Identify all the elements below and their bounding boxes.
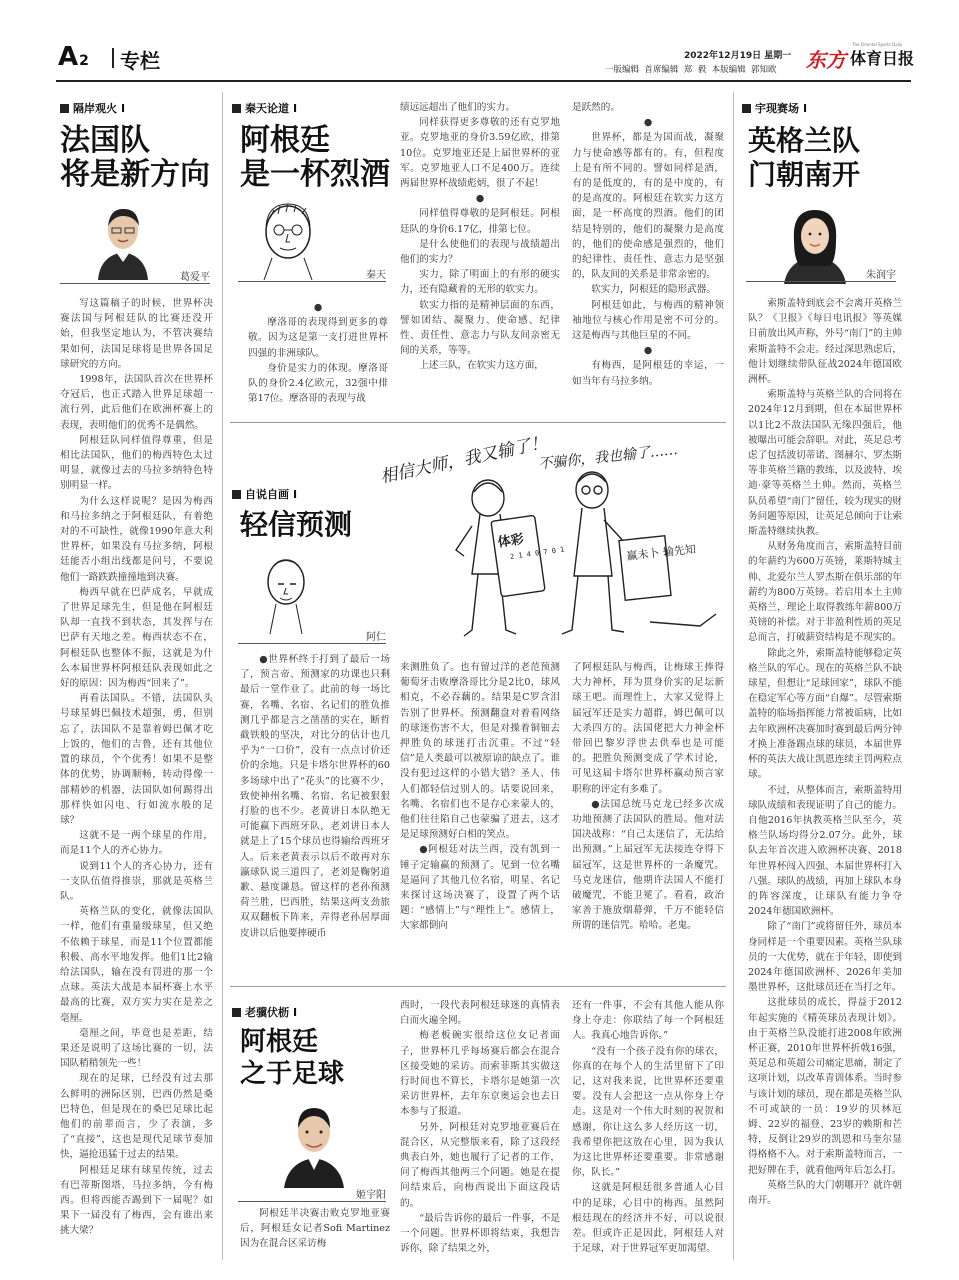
brand-mark: 东方 [806, 48, 846, 72]
header-divider [112, 48, 114, 68]
article-body [240, 652, 390, 982]
paragraph: 除了“南门”或将留任外，球员本身同样是一个重要因素。英格兰队球员的一大优势，就在于年轻，即使到2024年德国欧洲杯、2026年美加墨世界杯，这批球员还在当打之年。 [748, 921, 902, 994]
article-body [400, 660, 560, 982]
cartoon-speech-right: 不骗你，我也输了…… [537, 441, 679, 473]
page-number: A 2 [58, 42, 89, 72]
article-body [748, 296, 902, 1260]
paragraph: 阿根廷半决赛击败克罗地亚赛后，阿根廷女记者Sofi Martinez因为在混合区采访梅 [240, 1208, 390, 1250]
paragraph: 摩洛哥的表现得到更多的尊敬。因为这是第一支打进世界杯四强的非洲球队。 [248, 317, 388, 359]
paragraph: 绩远远超出了他们的实力。 [400, 102, 516, 113]
paragraph: 上述三队，在软实力这方面， [419, 360, 544, 372]
cartoon-sign-right: 赢未卜 输先知 [626, 542, 697, 563]
article-body [572, 100, 724, 416]
paragraph: 阿根廷足球有球星传统，过去有巴蒂斯图塔、马拉多纳，今有梅西。但将西能否踢到下一届呢？如果下一届没有了梅西，会有谁出来挑大梁？ [60, 1164, 213, 1237]
paragraph: 英格兰队的变化，就像法国队一样，他们有重量级球星，但又绝不依赖于球星，而是11个位置都能积极、高水平地发挥。他们1比2输给法国队，输在没有罚进的那一个点球。英法大战是本届杯赛上水平最高的比赛，双方实力实在是差之毫厘。 [60, 906, 213, 1024]
section-bullet: ● [313, 302, 323, 313]
header-date: 2022年12月19日 星期一 [684, 51, 792, 61]
paragraph: 了阿根廷队与梅西，让梅球王捧得大力神杯，拜为贯身价实的足坛新球王吧。而理性上，大家又觉得上届冠军还是实力超群，姆巴佩可以大杀四方的。法国佬把大力神金杯带回巴黎岁浮世去供奉也是可能的。把胜负预测变成了学术讨论，可见这届卡塔尔世界杯赢动预言家职称的评定有多难了。 [572, 662, 724, 795]
paragraph: “没有一个孩子没有你的球衣，你真的在每个人的生活里留下了印记，这对我来说，比世界杯还要重要。没有人会把这一点从你身上夺走。这是对一个伟大时刻的祝贺和感谢，你让这么多人经历这一切，我希望你把这放在心里，因为我认为这比世界杯还要重要。非常感谢你，队长。” [572, 1045, 724, 1179]
paragraph: 英格兰队的大门朝哪开？就许朝南开。 [748, 1179, 902, 1206]
article-body [572, 998, 724, 1264]
paragraph: ●法国总统马克龙已经多次成功地预测了法国队的胜局。他对法国决战称：“自己太迷信了，无法给出预测。”上届冠军无法接连夺得下届冠军，这是世界杯的一条魔咒。马克龙迷信，他期许法国人不能打破魔咒，不能卫冕了。看看，政治家善于施放烟幕弹，千万不能轻信所谓的迷信咒。哈哈。老鬼。 [572, 798, 724, 932]
paragraph: 软实力指的是精神层面的东西，譬如团结、凝聚力、使命感、纪律性、责任性、意志力与队友间亲密无间的关系，等等。 [400, 299, 560, 357]
column-divider [733, 92, 734, 1260]
header-rule [56, 80, 911, 82]
paragraph: 这就是阿根廷很多普通人心目中的足球，心目中的梅西。虽然阿根廷现在的经济并不好，可以说很差。但或许正是因此，阿根廷人对于足球，对于世界冠军更加渴望。 [572, 1182, 724, 1255]
paragraph: 说到11个人的齐心协力，还有一支队伍值得推崇，那就是英格兰队。 [60, 860, 213, 902]
column-label: 自说自画 I [232, 486, 297, 502]
column-label: 秦天论道 I [232, 100, 297, 116]
label-square-icon [742, 104, 751, 113]
label-square-icon [232, 490, 241, 499]
label-square-icon [232, 1008, 241, 1017]
paragraph: “最后告诉你的最后一件事，不是一个问题。世界杯即将结束，我想告诉你，除了结果之外， [400, 1212, 560, 1255]
paragraph: 是跃然的。 [572, 102, 620, 113]
headline: 阿根廷 是一杯烈酒 [240, 123, 390, 192]
header-editors: 一版编辑 首席编辑 郑 毅 本版编辑 郭知欧 [605, 65, 777, 75]
paragraph: 现在的足球，已经没有过去那么鲜明的洲际区别，巴西仍然是桑巴特色，但是现在的桑巴足球比起他们的前辈而言，少了表演，多了“直接”，这也是现代足球节奏加快，逼抢迅猛于过去的结果。 [60, 1073, 213, 1161]
paragraph: 再看法国队。不错，法国队头号球星姆巴佩技术超强，勇，但别忘了，法国队不是靠着姆巴佩才吃上饭的，他们的吉鲁，还有其他位置的球员，个个优秀！如果不是整体的优势，协调顺畅，转动得像一部精妙的机器，法国队如何踢得出那样快如闪电、行如流水般的足球？ [60, 693, 213, 826]
article-body [572, 660, 724, 982]
paragraph: 不过，从整体而言，索斯盖特用球队成绩和表现证明了自己的能力。自他2016年执教英格兰队至今，英格兰队场均得分2.07分。此外，球队去年首次进入欧洲杯决赛、2018年世界杯闯入四强、本届世界杯打入八强。球队的战绩，再加上球队本身的阵容深度，让球队有能力争夺2024年德国欧洲杯。 [748, 784, 902, 918]
section-rule [230, 986, 726, 987]
paragraph: 为什么这样说呢？是因为梅西和马拉多纳之于阿根廷队，有着绝对的不可缺性，就像1990年意大利世界杯，如果没有马拉多纳，阿根廷能否小组出线都是问号，不要说他们一路跌跌撞撞地到决赛。 [60, 495, 213, 583]
headline: 英格兰队 门朝南开 [748, 124, 861, 191]
article-body [400, 100, 560, 416]
column-divider [222, 92, 223, 1260]
paragraph: 另外，阿根廷对克罗地亚赛后在混合区，从完整版来看，除了这段经典表白外，她也履行了记者的工作，问了梅西其他两三个问题。她是在提问结束后，向梅西说出下面这段话的。 [400, 1121, 560, 1209]
section-bullet: ● [643, 345, 653, 357]
paragraph: 世界杯，都是为国而战，凝聚力与使命感等都有的。有，但程度上是有所不同的。譬如同样是酒，有的是低度的，有的是中度的，有的是高度的。阿根廷在软实力这方面，是一杯高度的烈酒。他们的团结是特别的，他们的凝聚力是高度的，他们的使命感是强烈的，他们的纪律性、责任性、意志力是坚强的，队友间的关系是非常亲密的。 [572, 132, 724, 281]
column-label: 隔岸观火 I [60, 100, 125, 116]
author-portrait [262, 1096, 366, 1188]
paragraph: 1998年，法国队首次在世界杯夺冠后，也正式踏入世界足球超一流行列，此后他们在欧洲杯赛上的表现，表明他们的优秀不是偶然。 [60, 374, 213, 431]
author-byline: 秦天 [238, 266, 386, 282]
paragraph: 这就不是一两个球星的作用，而是11个人的齐心协力。 [60, 830, 213, 857]
paragraph: 阿根廷如此，与梅西的精神领袖地位与核心作用是密不可分的。这是梅西与其他巨星的不同。 [572, 299, 724, 342]
author-byline: 姬宇阳 [238, 1186, 386, 1202]
paragraph: 实力，除了明面上的有形的硬实力，还有隐藏着的无形的软实力。 [400, 269, 560, 296]
page-header [40, 42, 920, 82]
section-bullet: ● [643, 117, 653, 129]
paragraph: 索斯盖特与英格兰队的合同将在2024年12月到期，但在本届世界杯以1比2不敌法国队无缘四强后，他被曝出可能会辞职。对此，英足总考虑了包括波切蒂诺、图赫尔、罗杰斯等非英格兰籍的教练，以及波特、埃迪·豪等英格兰土帅。然而，英格兰队员希望“南门”留任，较为现实的财务问题等原因，让英足总倾向于让索斯盖特继续执教。 [748, 389, 902, 538]
cartoon-sign-left-title: 体彩 [496, 532, 525, 551]
headline: 阿根廷 之于足球 [240, 1027, 345, 1089]
paragraph: 身价是实力的体现。摩洛哥队的身价2.4亿欧元，32强中排第17位。摩洛哥的表现与战 [248, 362, 388, 405]
cartoon-sign-left-digits: 2 1 4 0 7 0 1 [509, 545, 565, 562]
headline: 法国队 将是新方向 [60, 123, 210, 192]
paragraph: 写这篇稿子的时候，世界杯决赛法国与阿根廷队的比赛还没开始，但我坚定地认为，不管决赛结果如何，法国足球将是世界各国足球研究的方向。 [60, 298, 213, 370]
brand-english: The Oriental Sports Daily [852, 42, 903, 47]
article-body [60, 296, 213, 1256]
article-body [400, 998, 560, 1264]
author-byline: 阿仁 [238, 628, 386, 644]
paragraph: ●世界杯终于打到了最后一场了，预言帝、预测家的功课也只剩最后一堂作业了。此前的每一场比赛，名嘴、名宿、名记们的胜负推测几乎都是言之凿凿的实在，断哲截铁般的坚决，对比分的估计也几乎为“一口价”，没有一点点讨价还价的余地。只是卡塔尔世界杯的60多场球中出了“花头”的比赛不少，致使神州名嘴、名宿、名记被狠狠打脸的也不少。老黄讲日本队绝无可能赢下西班牙队，老刘讲日本人就是上了15个球员也得输给西班牙人。后来老黄表示以后不敢再对东瀛球队说三道四了，老刘是鞠躬道歉、悬度谦恳。留这样的老孙预测荷兰胜，巴西胜，结果这两支劲旅双双翻板下阵来，弄得老孙居厚面皮讲以后他要摔硬币 [240, 654, 390, 939]
section-name: 专栏 [120, 49, 160, 73]
author-byline: 朱润宇 [746, 266, 896, 282]
label-square-icon [60, 104, 69, 113]
section-bullet: ● [475, 193, 485, 205]
paragraph: 还有一件事，不会有其他人能从你身上夺走：你联结了每一个阿根廷人。我真心地告诉你。” [572, 1000, 724, 1042]
paragraph: 从财务角度而言，索斯盖特目前的年薪约为600万英镑，莱斯特城主帅、北爱尔兰人罗杰斯在俱乐部的年薪约为800万英镑。若启用本土主帅英格兰，理论上取得教练年薪800万英镑的补偿。对于非盈利性质的英足总而言，打破薪资结构是不现实的。 [748, 541, 902, 644]
section-rule [230, 422, 726, 423]
paragraph: 梅西早就在巴萨成名，早就成了世界足球先生，但是他在阿根廷队却一直找不到状态，其发挥与在巴萨有天地之差。梅西状态不在，阿根廷队也整体不振，这就是为什么本届世界杯阿根廷队表现如此之好的原因：因为梅西“回来了”。 [60, 586, 213, 690]
paragraph: 阿根廷队同样值得尊重，但是相比法国队，他们的梅西特色太过明显，就像过去的马拉多纳特色特别明显一样。 [60, 434, 213, 492]
cartoon [360, 426, 730, 658]
paragraph: 西时，一段代表阿根廷球迷的真情表白而火遍全网。 [400, 1000, 560, 1027]
paragraph: 是什么使他们的表现与战绩超出他们的实力？ [400, 238, 560, 266]
paragraph: ●阿根廷对法兰西，没有凯到一锤子定输赢的预测了。见到一位名嘴是逼问了其他几位名宿，明星、名记来探讨这场决赛了，设置了两个话题：“感情上”与“理性上”。感情上，大家都倒向 [400, 844, 560, 932]
paragraph: 梅老板碗实很给这位女记者面子，世界杯几乎每场赛后都会在混合区接受她的采访。而索菲斯其实做这行时间也不算长，卡塔尔是她第一次采访世界杯，去年东京奥运会也去日本参与了报道。 [400, 1030, 560, 1118]
cartoon-speech-left: 相信大师，我又输了！ [378, 432, 550, 488]
author-byline: 葛爱平 [60, 268, 210, 284]
label-square-icon [232, 104, 241, 113]
brand-logo [806, 42, 926, 74]
paragraph: 有梅西，是阿根廷的幸运，一如当年有马拉多纳。 [572, 360, 724, 387]
brand-name: 体育日报 [850, 49, 915, 68]
paragraph: 同样值得尊敬的是阿根廷。阿根廷队的身价6.17亿，排第七位。 [400, 208, 560, 235]
paragraph: 软实力，阿根廷的隐形武器。 [591, 284, 716, 296]
paragraph: 这批球员的成长，得益于2012年起实施的《精英球员表现计划》。由于英格兰队没能打进2008年欧洲杯正赛，2010年世界杯折戟16强，英足总和英超公司痛定思痛，制定了这项计划，以改革青训体系。当时参与该计划的球员，现在都是英格兰队不可或缺的一员：19岁的贝林厄姆、22岁的福登、23岁的赖斯和芒特，反倒让29岁的凯恩和马奎尔显得格格不入。对于索斯盖特而言，一把好牌在手，就看他两年后怎么打。 [748, 997, 902, 1176]
column-label: 宇现赛场 I [742, 100, 807, 116]
headline: 轻信预测 [240, 508, 353, 541]
paragraph: 索斯盖特到底会不会离开英格兰队？《卫报》《每日电讯报》等英媒日前放出风声称，外号“南门”的主帅索斯盖特不会走。经过深思熟虑后，他计划继续带队征战2024年德国欧洲杯。 [748, 298, 902, 386]
article-body [248, 300, 388, 412]
paragraph: 毫厘之间，毕竟也是差距，结果还是说明了这场比赛的一切，法国队稍稍领先一些！ [60, 1027, 213, 1070]
paragraph: 除此之外，索斯盖特能够稳定英格兰队的军心。现在的英格兰队不缺球星，但想让“足球回家”，球队不能在稳定军心等方面“自爆”。尽管索斯盖特的临场指挥能力常被诟病，比如去年欧洲杯决赛加时赛到最后两分钟才换上准备踢点球的球员，本届世界杯的英法大战让凯恩连续主罚两粒点球。 [748, 647, 902, 781]
column-label: 老骥伏枥 I [232, 1004, 297, 1020]
article-body [240, 1206, 390, 1266]
author-caricature [258, 554, 318, 634]
paragraph: 同样获得更多尊敬的还有克罗地亚。克罗地亚的身价3.59亿欧，排第10位。克罗地亚还是上届世界杯的亚军。克罗地亚人口不足400万。连续两届世界杯战绩彪炳，很了不起！ [400, 117, 560, 190]
paragraph: 来测胜负了。也有留过洋的老范预测葡萄牙击败摩洛哥比分是2比0，球风相克，不必吞藕的。结果是C罗含泪告别了世界杯。预测翻盘对着看网络的球迷伤害不大，但是对操着铜钿去押胜负的球迷打击沉重。不过“轻信”是人类最可以被原谅的缺点了。谁没有犯过这样的小错大错？圣人、伟人们都轻信过别人的。话要说回来，名嘴、名宿们也不是存心来蒙人的，他们往往陷自己也蒙骗了进去，这才是足球预测好白相的笑点。 [400, 662, 560, 841]
